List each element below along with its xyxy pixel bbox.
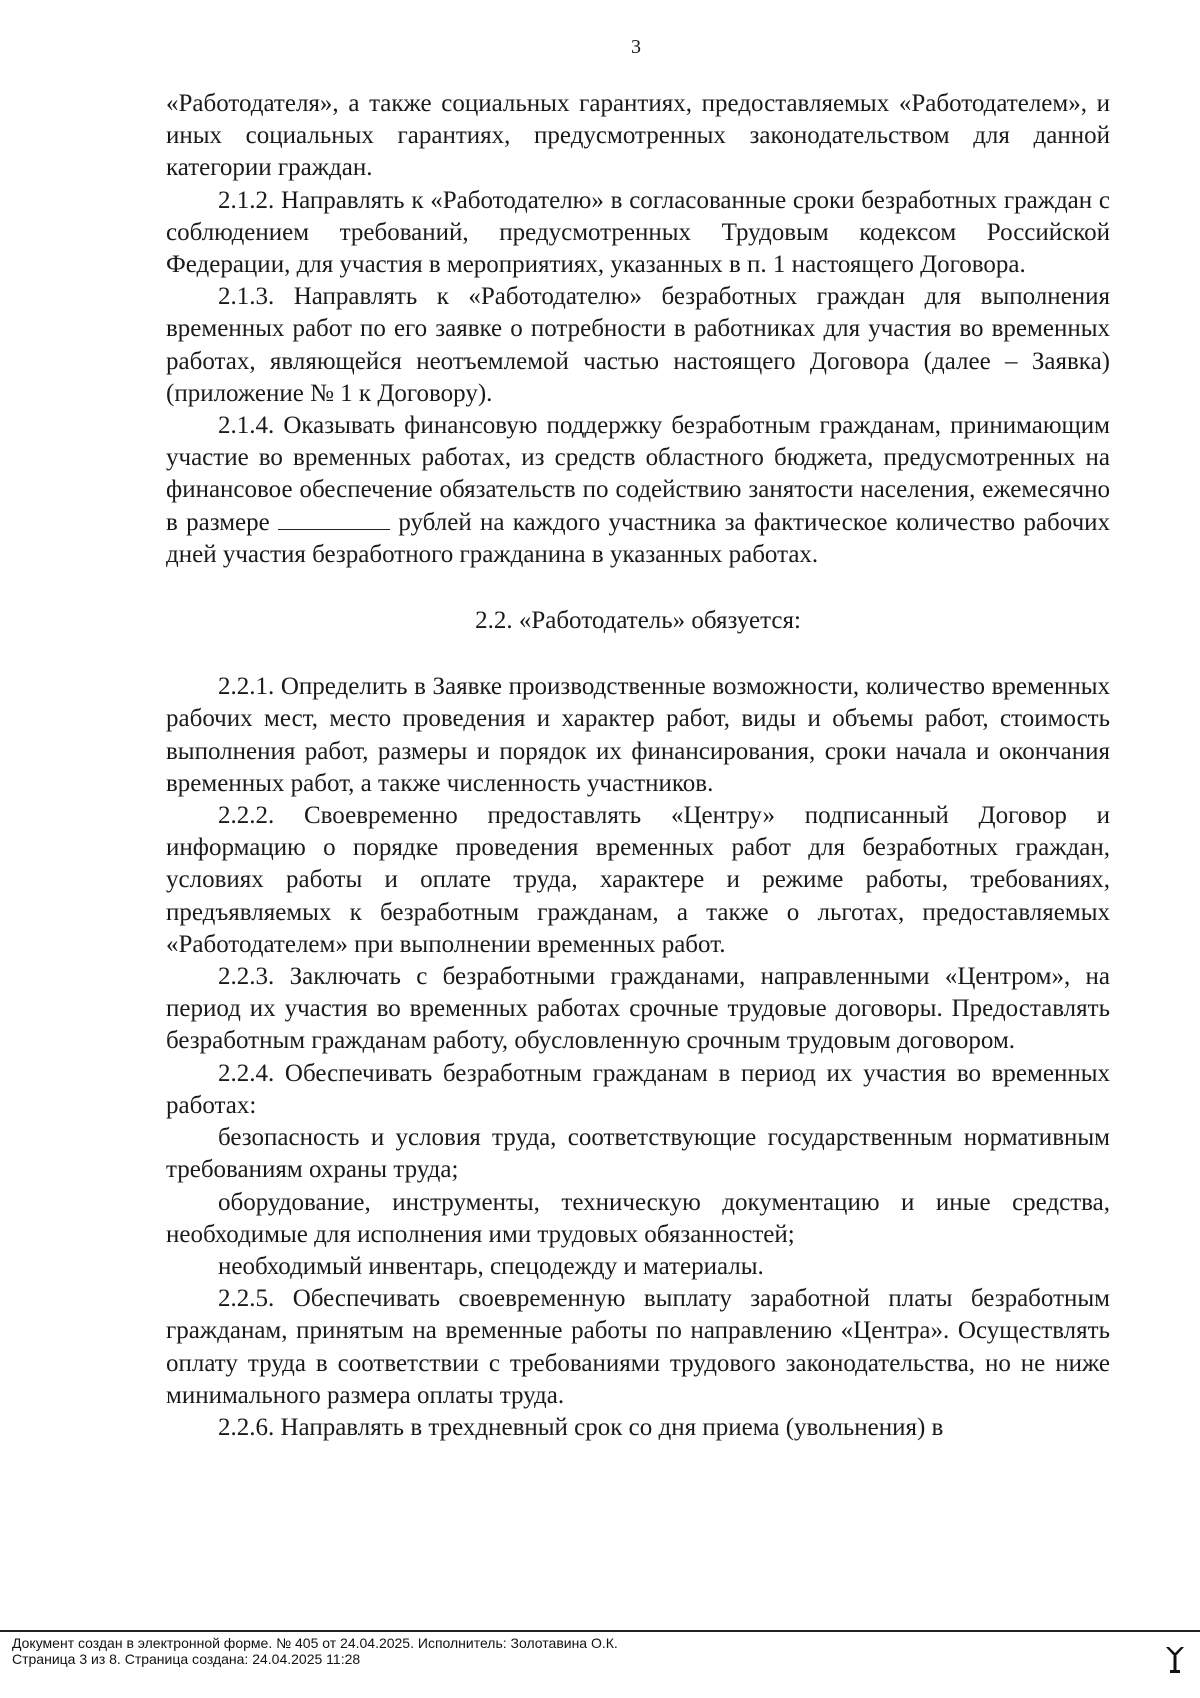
document-emblem-icon <box>1164 1641 1186 1675</box>
paragraph-2-2-4: 2.2.4. Обеспечивать безработным гражданам в период их участия во временных работах: <box>166 1059 1110 1119</box>
footer-line-1: Документ создан в электронной форме. № 405 от 24.04.2025. Исполнитель: Золотавина О.К. <box>12 1635 618 1651</box>
paragraph-2-2-1: 2.2.1. Определить в Заявке производственные возможности, количество временных рабочих мест, место проведения и характер работ, виды и объемы работ, стоимость выполнения работ, размеры и порядок их финансирования, сроки начала и окончания временных работ, а также численность участников. <box>166 673 1110 797</box>
list-item-equipment: оборудование, инструменты, техническую документацию и иные средства, необходимые для исполнения ими трудовых обязанностей; <box>166 1188 1110 1248</box>
paragraph-2-2-3: 2.2.3. Заключать с безработными гражданами, направленными «Центром», на период их участия во временных работах срочные трудовые договоры. Предоставлять безработным гражданам работу, обусловленную срочным трудовым договором. <box>166 963 1110 1055</box>
paragraph-continuation: «Работодателя», а также социальных гарантиях, предоставляемых «Работодателем», и иных социальных гарантиях, предусмотренных законодательством для данной категории граждан. <box>166 90 1110 182</box>
page-number: 3 <box>631 36 641 58</box>
paragraph-2-1-3: 2.1.3. Направлять к «Работодателю» безработных граждан для выполнения временных работ по его заявке о потребности в работниках для участия во временных работах, являющейся неотъемлемой частью настоящего Договора (далее – Заявка) (приложение № 1 к Договору). <box>166 283 1110 407</box>
paragraph-2-1-4 <box>166 410 1110 571</box>
section-heading-2-2: 2.2. «Работодатель» обязуется: <box>475 607 801 635</box>
document-body <box>166 88 1110 1444</box>
paragraph-2-1-4-text-a: 2.1.4. Оказывать финансовую поддержку безработным гражданам, принимающим участие во временных работах, из средств областного бюджета, предусмотренных на финансовое обеспечение обязательств по содействию занятости населения, ежемесячно в размере <box>166 412 1110 536</box>
list-item-safety: безопасность и условия труда, соответствующие государственным нормативным требованиям охраны труда; <box>166 1124 1110 1184</box>
paragraph-2-2-2: 2.2.2. Своевременно предоставлять «Центру» подписанный Договор и информацию о порядке проведения временных работ для безработных граждан, условиях работы и оплате труда, характере и режиме работы, требованиях, предъявляемых к безработным гражданам, а также о льготах, предоставляемых «Работодателем» при выполнении временных работ. <box>166 802 1110 958</box>
paragraph-2-1-2: 2.1.2. Направлять к «Работодателю» в согласованные сроки безработных граждан с соблюдением требований, предусмотренных Трудовым кодексом Российской Федерации, для участия в мероприятиях, указанных в п. 1 настоящего Договора. <box>166 186 1110 279</box>
paragraph-2-2-6: 2.2.6. Направлять в трехдневный срок со дня приема (увольнения) в <box>218 1413 944 1441</box>
list-item-inventory: необходимый инвентарь, спецодежду и материалы. <box>218 1252 764 1280</box>
paragraph-2-2-5: 2.2.5. Обеспечивать своевременную выплату заработной платы безработным гражданам, принятым на временные работы по направлению «Центра». Осуществлять оплату труда в соответствии с требованиями трудового законодательства, но не ниже минимального размера оплаты труда. <box>166 1285 1110 1409</box>
paragraph-2-1-4-text-b: рублей на каждого участника за фактическое количество рабочих дней участия безработного гражданина в указанных работах. <box>166 508 1111 568</box>
footer <box>12 1635 1162 1667</box>
footer-line-2: Страница 3 из 8. Страница создана: 24.04.2025 11:28 <box>12 1651 361 1667</box>
footer-divider <box>0 1630 1200 1632</box>
amount-blank-field <box>278 509 390 530</box>
